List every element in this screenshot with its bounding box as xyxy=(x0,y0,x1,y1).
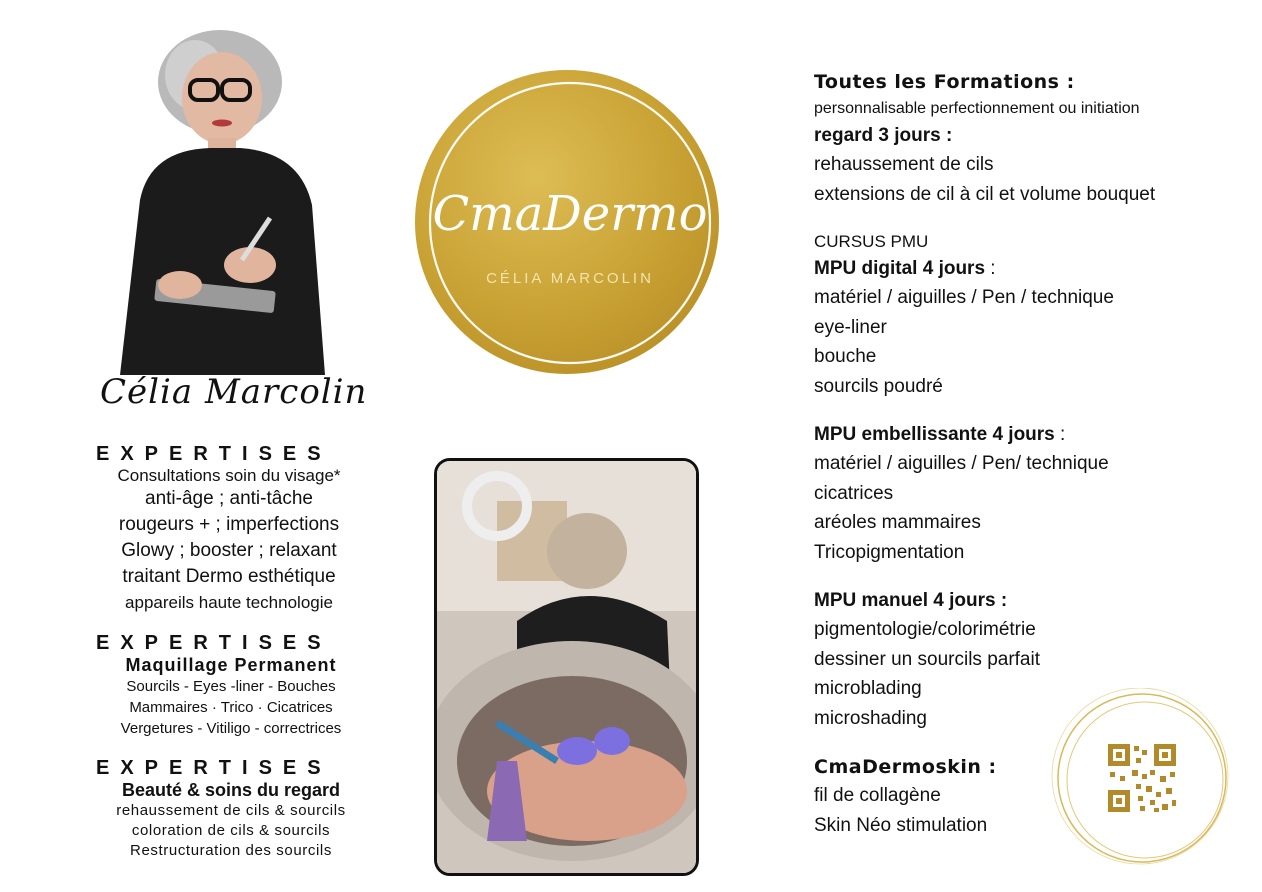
training-item: microblading xyxy=(814,678,922,699)
training-item: matériel / aiguilles / Pen/ technique xyxy=(814,453,1109,474)
training-heading: MPU manuel 4 jours : xyxy=(814,590,1008,611)
training-heading: regard 3 jours : xyxy=(814,125,953,146)
training-heading-text: MPU embellissante 4 jours xyxy=(814,424,1055,445)
qr-code[interactable] xyxy=(1050,688,1234,868)
training-item: cicatrices xyxy=(814,482,894,504)
heading-colon: : xyxy=(985,258,996,279)
training-item: matériel / aiguilles / Pen / technique xyxy=(814,287,1114,308)
logo-name: CÉLIA MARCOLIN xyxy=(486,270,654,287)
training-item: rehaussement de cils xyxy=(814,154,994,175)
signature: Célia Marcolin xyxy=(100,372,368,412)
expertise-subtitle: Beauté & soins du regard xyxy=(121,780,341,800)
expertise-line: Vergetures - Vitiligo - correctrices xyxy=(120,720,342,737)
expertise-line: rehaussement de cils & sourcils xyxy=(116,802,346,819)
training-item: pigmentologie/colorimétrie xyxy=(814,619,1036,640)
expertise-line: rougeurs + ; imperfections xyxy=(118,514,340,535)
cursus-label: CURSUS PMU xyxy=(814,232,929,251)
expertise-title: EXPERTISES xyxy=(96,757,332,779)
procedure-photo xyxy=(434,458,699,876)
training-item: dessiner un sourcils parfait xyxy=(814,648,1040,670)
expertise-title: EXPERTISES xyxy=(96,632,332,654)
training-heading-text: MPU digital 4 jours xyxy=(814,258,986,279)
training-item: Tricopigmentation xyxy=(814,541,965,563)
expertise-line: traitant Dermo esthétique xyxy=(122,566,336,587)
expertise-line: Mammaires · Trico · Cicatrices xyxy=(129,699,333,716)
training-heading: CmaDermoskin : xyxy=(814,756,997,778)
training-item: sourcils poudré xyxy=(814,375,943,397)
training-item: bouche xyxy=(814,346,877,367)
training-item: Skin Néo stimulation xyxy=(814,814,988,836)
expertise-permanent-makeup xyxy=(96,632,366,739)
training-item: extensions de cil à cil et volume bouquet xyxy=(814,183,1156,205)
brand-logo xyxy=(410,65,728,383)
training-heading xyxy=(814,421,1254,449)
heading-colon: : xyxy=(1054,424,1066,445)
expertise-line: Sourcils - Eyes -liner - Bouches xyxy=(126,678,336,695)
expertise-subtitle: Consultations soin du visage* xyxy=(117,466,341,485)
expertise-eye-care xyxy=(96,757,366,861)
expertise-subtitle: Maquillage Permanent xyxy=(125,655,337,675)
expertise-line: appareils haute technologie xyxy=(125,593,333,612)
expertise-line: Glowy ; booster ; relaxant xyxy=(121,540,337,561)
training-item: fil de collagène xyxy=(814,785,941,806)
training-heading xyxy=(814,255,1254,283)
portrait-photo xyxy=(100,20,345,375)
expertise-line: Restructuration des sourcils xyxy=(130,842,332,859)
expertise-facial-care xyxy=(94,443,364,616)
logo-brand: CmaDermo xyxy=(432,186,708,242)
training-item: eye-liner xyxy=(814,316,887,338)
training-item: aréoles mammaires xyxy=(814,512,981,533)
expertise-line: anti-âge ; anti-tâche xyxy=(145,488,313,509)
training-item: microshading xyxy=(814,707,927,729)
expertise-line: coloration de cils & sourcils xyxy=(131,822,331,839)
expertise-title: EXPERTISES xyxy=(96,443,332,465)
trainings-title: Toutes les Formations : xyxy=(814,71,1075,93)
trainings-intro: personnalisable perfectionnement ou initiation xyxy=(814,100,1140,117)
